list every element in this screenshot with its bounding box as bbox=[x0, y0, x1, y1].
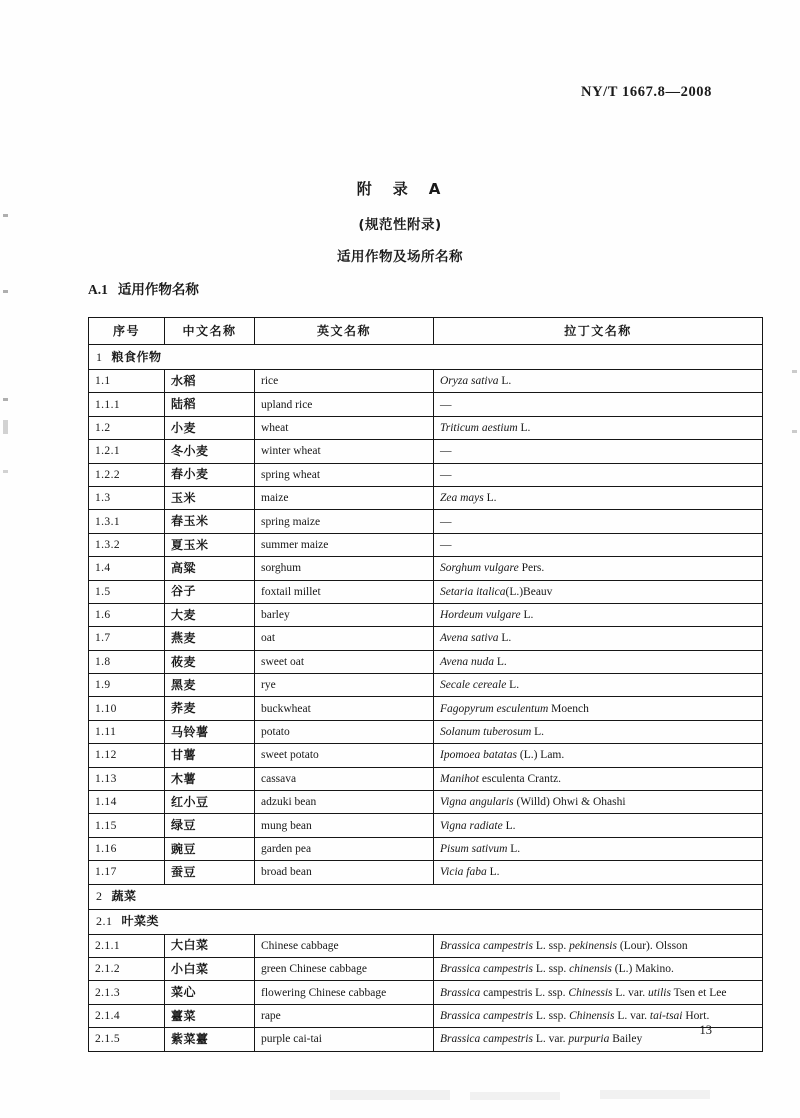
cell-english-name: sweet potato bbox=[255, 744, 434, 767]
binding-mark bbox=[792, 370, 797, 373]
cell-english-name: green Chinese cabbage bbox=[255, 957, 434, 980]
binding-mark bbox=[3, 470, 8, 473]
latin-authority: L. var. bbox=[614, 1009, 650, 1022]
cell-number: 1.6 bbox=[89, 603, 165, 626]
table-row bbox=[89, 603, 763, 626]
table-row bbox=[89, 861, 763, 884]
cell-chinese-name: 水稻 bbox=[165, 370, 255, 393]
cell-chinese-name: 菜心 bbox=[165, 981, 255, 1004]
cell-latin-name bbox=[434, 440, 763, 463]
cell-latin-name bbox=[434, 1028, 763, 1051]
latin-dash: — bbox=[440, 398, 452, 411]
latin-authority: L. bbox=[498, 632, 512, 645]
group-number: 2.1 bbox=[96, 914, 113, 929]
cell-number: 1.7 bbox=[89, 627, 165, 650]
cell-chinese-name: 冬小麦 bbox=[165, 440, 255, 463]
cell-number: 1.13 bbox=[89, 767, 165, 790]
cell-number: 2.1.5 bbox=[89, 1028, 165, 1051]
table-row bbox=[89, 1004, 763, 1027]
latin-binomial: Vigna radiate bbox=[440, 819, 503, 832]
cell-english-name: rice bbox=[255, 370, 434, 393]
cell-chinese-name: 谷子 bbox=[165, 580, 255, 603]
cell-english-name: upland rice bbox=[255, 393, 434, 416]
cell-number: 1.3.1 bbox=[89, 510, 165, 533]
table-row bbox=[89, 981, 763, 1004]
cell-english-name: summer maize bbox=[255, 533, 434, 556]
latin-binomial: chinensis bbox=[569, 963, 612, 976]
cell-number: 1.2.1 bbox=[89, 440, 165, 463]
column-header-latin: 拉丁文名称 bbox=[434, 318, 763, 345]
annex-title-block bbox=[0, 178, 800, 265]
latin-authority: L. bbox=[507, 842, 521, 855]
latin-authority: L. bbox=[506, 679, 520, 692]
cell-number: 1.2 bbox=[89, 416, 165, 439]
column-header-number: 序号 bbox=[89, 318, 165, 345]
cell-number: 1.4 bbox=[89, 557, 165, 580]
table-row bbox=[89, 957, 763, 980]
cell-latin-name bbox=[434, 957, 763, 980]
latin-dash: — bbox=[440, 538, 452, 551]
column-header-chinese: 中文名称 bbox=[165, 318, 255, 345]
latin-binomial: Oryza sativa bbox=[440, 375, 499, 388]
group-number: 1 bbox=[96, 349, 103, 364]
table-row bbox=[89, 674, 763, 697]
table-row bbox=[89, 533, 763, 556]
table-head bbox=[89, 318, 763, 345]
cell-latin-name bbox=[434, 837, 763, 860]
table-row bbox=[89, 557, 763, 580]
cell-english-name: rye bbox=[255, 674, 434, 697]
table-row bbox=[89, 440, 763, 463]
latin-authority: campestris L. ssp. bbox=[480, 986, 569, 999]
latin-authority: (Willd) Ohwi & Ohashi bbox=[513, 796, 626, 809]
cell-english-name: spring maize bbox=[255, 510, 434, 533]
latin-authority: L. ssp. bbox=[532, 1009, 570, 1022]
group-label bbox=[89, 884, 763, 909]
cell-latin-name bbox=[434, 650, 763, 673]
cell-english-name: adzuki bean bbox=[255, 791, 434, 814]
latin-binomial: Ipomoea batatas bbox=[440, 749, 517, 762]
latin-authority: L. bbox=[520, 609, 534, 622]
annex-subtitle: (规范性附录) bbox=[358, 217, 442, 233]
cell-chinese-name: 木薯 bbox=[165, 767, 255, 790]
cell-number: 2.1.1 bbox=[89, 934, 165, 957]
cell-latin-name bbox=[434, 463, 763, 486]
cell-latin-name bbox=[434, 674, 763, 697]
table-row bbox=[89, 720, 763, 743]
cell-latin-name bbox=[434, 393, 763, 416]
group-title: 粮食作物 bbox=[111, 349, 162, 364]
latin-binomial: purpuria bbox=[568, 1033, 610, 1046]
latin-authority: Hort. bbox=[682, 1009, 710, 1022]
table-row bbox=[89, 486, 763, 509]
group-title: 叶菜类 bbox=[121, 914, 160, 929]
cell-english-name: rape bbox=[255, 1004, 434, 1027]
binding-mark bbox=[3, 398, 8, 401]
cell-chinese-name: 春玉米 bbox=[165, 510, 255, 533]
group-label bbox=[89, 909, 763, 934]
group-title: 蔬菜 bbox=[111, 889, 137, 904]
latin-binomial: Avena nuda bbox=[440, 655, 494, 668]
cell-english-name: oat bbox=[255, 627, 434, 650]
cell-chinese-name: 夏玉米 bbox=[165, 533, 255, 556]
latin-binomial: tai-tsai bbox=[649, 1009, 683, 1022]
latin-dash: — bbox=[440, 515, 452, 528]
cell-latin-name bbox=[434, 603, 763, 626]
latin-dash: — bbox=[440, 468, 452, 481]
table-group-row bbox=[89, 345, 763, 370]
cell-number: 1.15 bbox=[89, 814, 165, 837]
cell-chinese-name: 红小豆 bbox=[165, 791, 255, 814]
cell-english-name: cassava bbox=[255, 767, 434, 790]
latin-binomial: Manihot bbox=[440, 772, 479, 785]
latin-binomial: Vigna angularis bbox=[440, 796, 514, 809]
latin-authority: Bailey bbox=[609, 1033, 643, 1046]
table-row bbox=[89, 463, 763, 486]
latin-authority: (L.) Lam. bbox=[516, 749, 565, 762]
cell-latin-name bbox=[434, 767, 763, 790]
table-row bbox=[89, 791, 763, 814]
cell-latin-name bbox=[434, 510, 763, 533]
scan-smudge bbox=[600, 1090, 710, 1099]
clause-title: 适用作物名称 bbox=[117, 282, 199, 298]
latin-binomial: Avena sativa bbox=[440, 632, 499, 645]
latin-authority: (Lour). Olsson bbox=[616, 939, 688, 952]
page-number: 13 bbox=[699, 1023, 712, 1037]
latin-authority: L. bbox=[531, 726, 545, 739]
cell-english-name: potato bbox=[255, 720, 434, 743]
cell-chinese-name: 高粱 bbox=[165, 557, 255, 580]
cell-number: 1.10 bbox=[89, 697, 165, 720]
annex-name: 适用作物及场所名称 bbox=[337, 249, 463, 265]
group-label bbox=[89, 345, 763, 370]
latin-binomial: Chinessis bbox=[568, 986, 613, 999]
latin-binomial: Secale cereale bbox=[440, 679, 507, 692]
cell-latin-name bbox=[434, 1004, 763, 1027]
cell-english-name: sweet oat bbox=[255, 650, 434, 673]
cell-english-name: barley bbox=[255, 603, 434, 626]
cell-number: 1.12 bbox=[89, 744, 165, 767]
table-row bbox=[89, 767, 763, 790]
cell-latin-name bbox=[434, 744, 763, 767]
cell-chinese-name: 大麦 bbox=[165, 603, 255, 626]
latin-binomial: Brassica campestris bbox=[440, 939, 533, 952]
cell-chinese-name: 薹菜 bbox=[165, 1004, 255, 1027]
cell-english-name: mung bean bbox=[255, 814, 434, 837]
binding-mark bbox=[3, 290, 8, 293]
table-row bbox=[89, 393, 763, 416]
cell-number: 1.9 bbox=[89, 674, 165, 697]
cell-latin-name bbox=[434, 370, 763, 393]
cell-number: 2.1.3 bbox=[89, 981, 165, 1004]
cell-chinese-name: 荞麦 bbox=[165, 697, 255, 720]
cell-latin-name bbox=[434, 861, 763, 884]
cell-english-name: buckwheat bbox=[255, 697, 434, 720]
cell-latin-name bbox=[434, 720, 763, 743]
latin-authority: L. bbox=[493, 655, 507, 668]
cell-number: 2.1.4 bbox=[89, 1004, 165, 1027]
latin-binomial: Brassica campestris bbox=[440, 963, 533, 976]
latin-authority: (L.)Beauv bbox=[505, 585, 553, 598]
cell-chinese-name: 莜麦 bbox=[165, 650, 255, 673]
latin-binomial: Setaria italica bbox=[440, 585, 506, 598]
cell-number: 1.5 bbox=[89, 580, 165, 603]
cell-chinese-name: 甘薯 bbox=[165, 744, 255, 767]
cell-chinese-name: 小麦 bbox=[165, 416, 255, 439]
cell-english-name: maize bbox=[255, 486, 434, 509]
latin-authority: L. bbox=[486, 866, 500, 879]
latin-binomial: utilis bbox=[647, 986, 671, 999]
latin-authority: L. bbox=[483, 492, 497, 505]
latin-authority: L. var. bbox=[532, 1033, 569, 1046]
cell-chinese-name: 春小麦 bbox=[165, 463, 255, 486]
cell-chinese-name: 马铃薯 bbox=[165, 720, 255, 743]
cell-number: 1.14 bbox=[89, 791, 165, 814]
cell-english-name: Chinese cabbage bbox=[255, 934, 434, 957]
cell-english-name: sorghum bbox=[255, 557, 434, 580]
cell-chinese-name: 大白菜 bbox=[165, 934, 255, 957]
cell-english-name: purple cai-tai bbox=[255, 1028, 434, 1051]
table-row bbox=[89, 697, 763, 720]
cell-latin-name bbox=[434, 627, 763, 650]
standard-code-header: NY/T 1667.8—2008 bbox=[581, 84, 712, 100]
clause-heading bbox=[88, 278, 199, 298]
cell-chinese-name: 豌豆 bbox=[165, 837, 255, 860]
cell-latin-name bbox=[434, 486, 763, 509]
latin-authority: Tsen et Lee bbox=[670, 986, 727, 999]
latin-binomial: Fagopyrum esculentum bbox=[440, 702, 549, 715]
cell-number: 2.1.2 bbox=[89, 957, 165, 980]
table-row bbox=[89, 510, 763, 533]
cell-chinese-name: 玉米 bbox=[165, 486, 255, 509]
latin-authority: L. bbox=[502, 819, 516, 832]
column-header-english: 英文名称 bbox=[255, 318, 434, 345]
binding-mark bbox=[792, 430, 797, 433]
cell-number: 1.17 bbox=[89, 861, 165, 884]
latin-authority: (L.) Makino. bbox=[611, 963, 674, 976]
latin-binomial: Brassica campestris bbox=[440, 1009, 533, 1022]
cell-latin-name bbox=[434, 557, 763, 580]
table-row bbox=[89, 1028, 763, 1051]
cell-number: 1.16 bbox=[89, 837, 165, 860]
latin-authority: L. bbox=[517, 421, 531, 434]
crop-name-table bbox=[88, 317, 763, 1052]
group-number: 2 bbox=[96, 889, 103, 904]
table-row bbox=[89, 814, 763, 837]
cell-number: 1.3.2 bbox=[89, 533, 165, 556]
table-row bbox=[89, 744, 763, 767]
table-row bbox=[89, 627, 763, 650]
latin-authority: L. ssp. bbox=[532, 963, 570, 976]
latin-binomial: Hordeum vulgare bbox=[440, 609, 521, 622]
latin-binomial: Sorghum vulgare bbox=[440, 562, 519, 575]
cell-chinese-name: 小白菜 bbox=[165, 957, 255, 980]
cell-english-name: foxtail millet bbox=[255, 580, 434, 603]
cell-english-name: flowering Chinese cabbage bbox=[255, 981, 434, 1004]
cell-english-name: winter wheat bbox=[255, 440, 434, 463]
cell-latin-name bbox=[434, 533, 763, 556]
table-row bbox=[89, 837, 763, 860]
latin-binomial: pekinensis bbox=[569, 939, 617, 952]
cell-chinese-name: 陆稻 bbox=[165, 393, 255, 416]
cell-latin-name bbox=[434, 934, 763, 957]
cell-number: 1.2.2 bbox=[89, 463, 165, 486]
cell-latin-name bbox=[434, 697, 763, 720]
table-body bbox=[89, 345, 763, 1052]
cell-english-name: wheat bbox=[255, 416, 434, 439]
cell-number: 1.8 bbox=[89, 650, 165, 673]
cell-number: 1.3 bbox=[89, 486, 165, 509]
cell-latin-name bbox=[434, 791, 763, 814]
latin-authority: esculenta Crantz. bbox=[478, 772, 562, 785]
cell-english-name: garden pea bbox=[255, 837, 434, 860]
latin-binomial: Brassica bbox=[440, 986, 481, 999]
clause-number: A.1 bbox=[88, 282, 108, 297]
table-row bbox=[89, 650, 763, 673]
latin-binomial: Vicia faba bbox=[440, 866, 487, 879]
table-row bbox=[89, 416, 763, 439]
cell-latin-name bbox=[434, 981, 763, 1004]
cell-number: 1.11 bbox=[89, 720, 165, 743]
latin-binomial: Triticum aestium bbox=[440, 421, 518, 434]
cell-chinese-name: 黑麦 bbox=[165, 674, 255, 697]
latin-binomial: Brassica campestris bbox=[440, 1033, 533, 1046]
latin-binomial: Zea mays bbox=[440, 492, 484, 505]
cell-chinese-name: 紫菜薹 bbox=[165, 1028, 255, 1051]
cell-latin-name bbox=[434, 814, 763, 837]
cell-chinese-name: 绿豆 bbox=[165, 814, 255, 837]
binding-mark bbox=[3, 420, 8, 434]
cell-latin-name bbox=[434, 416, 763, 439]
cell-english-name: broad bean bbox=[255, 861, 434, 884]
table-group-row bbox=[89, 909, 763, 934]
cell-latin-name bbox=[434, 580, 763, 603]
latin-authority: L. ssp. bbox=[532, 939, 570, 952]
latin-binomial: Chinensis bbox=[569, 1009, 615, 1022]
scan-smudge bbox=[470, 1092, 560, 1100]
cell-number: 1.1 bbox=[89, 370, 165, 393]
cell-chinese-name: 燕麦 bbox=[165, 627, 255, 650]
latin-binomial: Pisum sativum bbox=[440, 842, 508, 855]
cell-number: 1.1.1 bbox=[89, 393, 165, 416]
latin-authority: Pers. bbox=[518, 562, 545, 575]
latin-authority: L. bbox=[498, 375, 512, 388]
table-row bbox=[89, 370, 763, 393]
latin-authority: L. var. bbox=[612, 986, 648, 999]
annex-title: 附 录 A bbox=[356, 180, 444, 198]
latin-authority: Moench bbox=[548, 702, 589, 715]
cell-english-name: spring wheat bbox=[255, 463, 434, 486]
table-row bbox=[89, 934, 763, 957]
cell-chinese-name: 蚕豆 bbox=[165, 861, 255, 884]
table-group-row bbox=[89, 884, 763, 909]
table-row bbox=[89, 580, 763, 603]
scan-smudge bbox=[330, 1090, 450, 1100]
latin-dash: — bbox=[440, 445, 452, 458]
latin-binomial: Solanum tuberosum bbox=[440, 726, 532, 739]
table-header-row bbox=[89, 318, 763, 345]
